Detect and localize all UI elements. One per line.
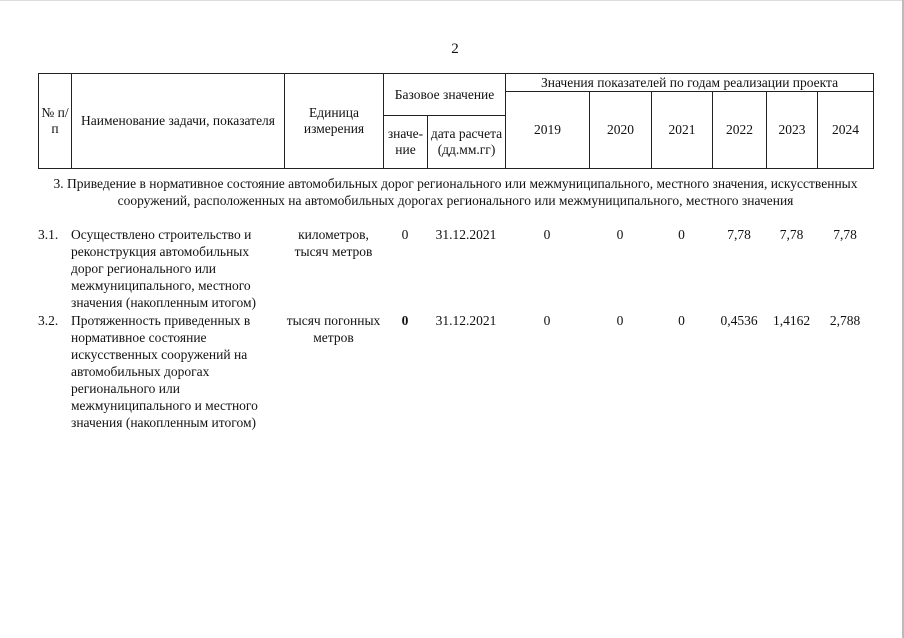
page-top-edge	[0, 0, 904, 1]
page-number: 2	[451, 41, 459, 57]
indicators-table-header	[38, 73, 874, 169]
row-value-2022: 7,78	[727, 227, 751, 242]
header-name: Наименование задачи, показателя	[72, 74, 285, 169]
header-year-2022: 2022	[713, 92, 767, 169]
header-year-2019: 2019	[506, 92, 590, 169]
row-value-2024: 2,788	[829, 313, 861, 328]
header-unit: Единица измерения	[285, 74, 384, 169]
row-value-2023: 1,4162	[772, 313, 811, 328]
row-value-2019: 0	[543, 227, 551, 242]
row-value-2024: 7,78	[833, 227, 857, 242]
row-num: 3.1.	[38, 227, 59, 242]
header-year-2020: 2020	[590, 92, 652, 169]
row-value-2021: 0	[678, 313, 685, 328]
header-base-date: дата расчета (дд.мм.гг)	[428, 116, 506, 169]
section-title: 3. Приведение в нормативное состояние автомобильных дорог регионального или межмуниципального, местного значения, искусственных сооружений, расположенных на автомобильных дорогах регионального или межмуниципального, местного значения	[53, 176, 858, 208]
header-year-2021: 2021	[652, 92, 713, 169]
row-value-2020: 0	[616, 313, 624, 328]
row-value-2022: 0,4536	[720, 313, 758, 328]
row-value-2021: 0	[678, 227, 685, 242]
row-name: Протяженность приведенных в нормативное состояние искусственных сооружений на автомобильных дорогах регионального или межмуниципального и местного значения (накопленным итогом)	[71, 313, 258, 430]
row-value-2019: 0	[543, 313, 551, 328]
header-base: Базовое значение	[384, 74, 506, 116]
row-value-2020: 0	[616, 227, 624, 242]
row-unit: тысяч погонных метров	[286, 313, 381, 345]
row-value-2023: 7,78	[779, 227, 804, 242]
header-year-2023: 2023	[767, 92, 818, 169]
header-years-group: Значения показателей по годам реализации проекта	[506, 74, 874, 92]
row-unit: километров, тысяч метров	[294, 227, 373, 259]
header-num: № п/п	[39, 74, 72, 169]
row-base-date: 31.12.2021	[435, 313, 497, 328]
header-base-value: значе-ние	[384, 116, 428, 169]
row-base-value: 0	[401, 227, 409, 242]
header-year-2024: 2024	[818, 92, 874, 169]
row-num: 3.2.	[38, 313, 59, 328]
row-base-date: 31.12.2021	[435, 227, 497, 242]
row-base-value: 0	[401, 313, 409, 328]
row-name: Осуществлено строительство и реконструкция автомобильных дорог регионального или межмуниципального, местного значения (накопленным итогом)	[71, 227, 256, 310]
